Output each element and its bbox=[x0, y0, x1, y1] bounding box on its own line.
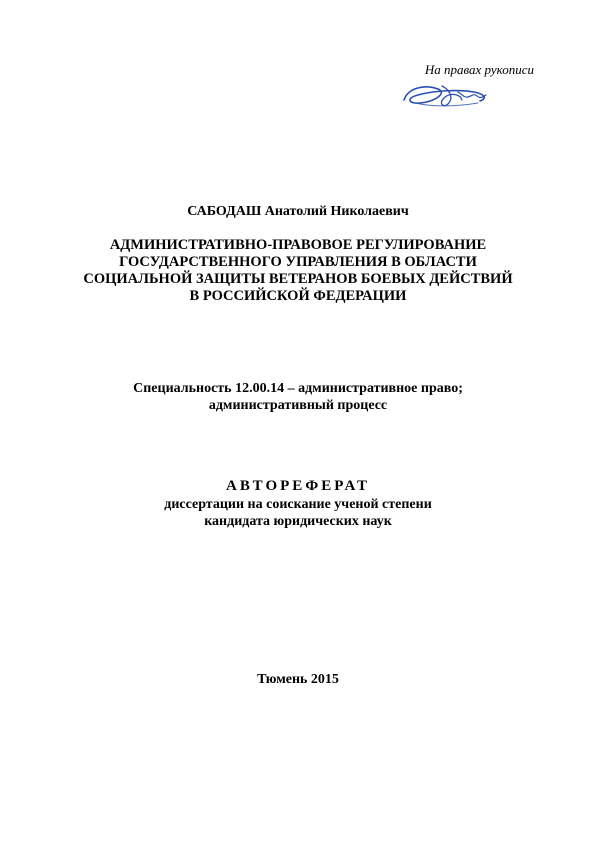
dissertation-title bbox=[40, 237, 556, 305]
title-line: АДМИНИСТРАТИВНО-ПРАВОВОЕ РЕГУЛИРОВАНИЕ bbox=[109, 237, 487, 253]
title-line: ГОСУДАРСТВЕННОГО УПРАВЛЕНИЯ В ОБЛАСТИ bbox=[119, 254, 477, 270]
author-name: САБОДАШ Анатолий Николаевич bbox=[187, 204, 409, 219]
specialty-line: административный процесс bbox=[208, 398, 388, 413]
specialty-line: Специальность 12.00.14 – административное право; bbox=[133, 381, 463, 396]
title-line: В РОССИЙСКОЙ ФЕДЕРАЦИИ bbox=[189, 288, 407, 304]
signature-image bbox=[398, 80, 492, 110]
title-line: СОЦИАЛЬНОЙ ЗАЩИТЫ ВЕТЕРАНОВ БОЕВЫХ ДЕЙСТВИЙ bbox=[83, 271, 513, 287]
abstract-line: диссертации на соискание ученой степени bbox=[164, 497, 432, 512]
manuscript-note: На правах рукописи bbox=[424, 62, 534, 77]
abstract-heading: АВТОРЕФЕРАТ bbox=[226, 478, 370, 494]
specialty-block bbox=[40, 380, 556, 414]
place-year: Тюмень 2015 bbox=[257, 672, 339, 687]
abstract-description bbox=[0, 496, 596, 530]
abstract-line: кандидата юридических наук bbox=[204, 514, 392, 529]
